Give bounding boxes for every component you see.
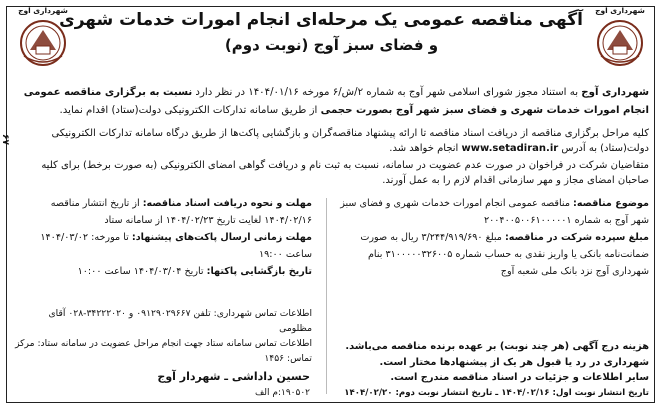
- subject-text: مناقصه عمومی انجام امورات خدمات شهری و فضای سبز شهر آوج به شماره ۲۰۰۴۰۰۵۰۰۶۱۰۰۰۰۰۱: [340, 198, 649, 226]
- intro-bold: نسبت به برگزاری مناقصه عمومی انجام امورات خدمات شهری و فضای سبز شهر آوج بصورت حجمی: [23, 87, 649, 116]
- intro-lead: شهرداری آوج: [581, 87, 649, 98]
- applicants-paragraph: متقاضیان شرکت در فراخوان در صورت عدم عضویت در سامانه، نسبت به ثبت نام و دریافت گواهی امضای الکترونیکی (به صورت برخط) برای کلیه صاحبان امضای مجاز و مهر سازمانی اقدام لازم را به عمل آورند.: [41, 160, 649, 186]
- setad-contact: اطلاعات تماس سامانه ستاد جهت انجام مراحل عضویت در سامانه ستاد: مرکز تماس: ۱۴۵۶: [15, 338, 312, 364]
- publication-dates: تاریخ انتشار نوبت اول: ۱۴۰۴/۰۲/۱۶ ـ تاریخ انتشار نوبت دوم: ۱۴۰۴/۰۲/۲۰: [344, 388, 649, 398]
- municipality-logo-right: [587, 6, 653, 70]
- notice-subtitle: و فضای سبز آوج (نوبت دوم): [224, 36, 439, 54]
- stages-text-1: کلیه مراحل برگزاری مناقصه از دریافت اسناد مناقصه تا ارائه پیشنهاد مناقصه‌گران و بازگشایی پاکت‌ها از طریق درگاه سامانه تدارکات الکترونیکی دولت(ستاد) به آدرس: [51, 128, 649, 154]
- subject-label: موضوع مناقصه:: [573, 198, 649, 209]
- notice-title: آگهی مناقصه عمومی یک مرحله‌ای انجام امورات خدمات شهری: [59, 10, 583, 30]
- docs-text: از تاریخ انتشار مناقصه ۱۴۰۴/۰۲/۱۶ لغایت تاریخ ۱۴۰۴/۰۲/۲۳ از سامانه ستاد: [50, 198, 312, 226]
- mayor-signature: حسین داداشی ـ شهردار آوج: [157, 370, 310, 383]
- submission-label: مهلت زمانی ارسال پاکت‌های پیشنهاد:: [131, 232, 312, 243]
- opening-label: تاریخ بازگشایی پاکتها:: [206, 266, 312, 277]
- notice-code: ۱۹۰۵۰۲:م الف: [254, 388, 310, 398]
- emblem-icon: [587, 16, 653, 70]
- opening-text: تاریخ ۱۴۰۴/۰۳/۰۴ ساعت ۱۰:۰۰: [77, 266, 207, 277]
- municipality-contact: اطلاعات تماس شهرداری: تلفن ۰۹۱۲۹۰۲۹۶۶۷ و ۳۴۲۲۲۰۲۰-۰۲۸ آقای مظلومی: [48, 308, 312, 334]
- contact-info: [14, 306, 312, 366]
- docs-deadline-item: [14, 195, 312, 229]
- logo-caption: شهرداری آوج: [595, 6, 645, 15]
- submission-text: تا مورخه: ۱۴۰۴/۰۳/۰۲ ساعت ۱۹:۰۰: [40, 232, 312, 260]
- note-reject-right: شهرداری در رد یا قبول هر یک از پیشنهادها مختار است.: [379, 356, 649, 368]
- stages-text-2: انجام خواهد شد.: [389, 143, 462, 154]
- subject-item: [329, 195, 649, 229]
- side-page-number: ۶۷: [0, 134, 10, 145]
- column-divider: [326, 198, 327, 394]
- deposit-item: [329, 229, 649, 280]
- intro-text-2: از طریق سامانه تدارکات الکترونیکی دولت(ستاد) اقدام نماید.: [59, 105, 321, 116]
- opening-date-item: [14, 263, 312, 280]
- intro-paragraph: [19, 84, 649, 120]
- note-ad-cost: هزینه درج آگهی (هر چند نوبت) بر عهده برنده مناقصه می‌باشد.: [345, 341, 649, 352]
- note-more-info: سایر اطلاعات و جزئیات در اسناد مناقصه مندرج است.: [390, 372, 649, 383]
- deposit-text: مبلغ ۳/۲۴۴/۹۱۹/۶۹۰ ریال به صورت ضمانت‌نامه بانکی یا واریز نقدی به حساب شماره ۳۱۰۰۰۰۰۳۲۶۰۰۵ بنام شهرداری آوج نزد بانک ملی شعبه آوج: [360, 232, 649, 277]
- tender-details-column: [329, 195, 649, 280]
- stages-paragraph: [19, 126, 649, 156]
- schedule-column: [14, 195, 312, 280]
- submission-deadline-item: [14, 229, 312, 263]
- logo-caption: شهرداری آوج: [18, 6, 68, 15]
- intro-text-1: به استناد مجوز شورای اسلامی شهر آوج به شماره ۲/ش/۶ مورخه ۱۴۰۴/۰۱/۱۶ در نظر دارد: [192, 87, 582, 98]
- docs-label: مهلت و نحوه دریافت اسناد مناقصه:: [142, 198, 312, 209]
- setad-link[interactable]: www.setadiran.ir: [461, 143, 559, 154]
- notes-list: [329, 339, 649, 386]
- deposit-label: مبلغ سپرده شرکت در مناقصه:: [504, 232, 649, 243]
